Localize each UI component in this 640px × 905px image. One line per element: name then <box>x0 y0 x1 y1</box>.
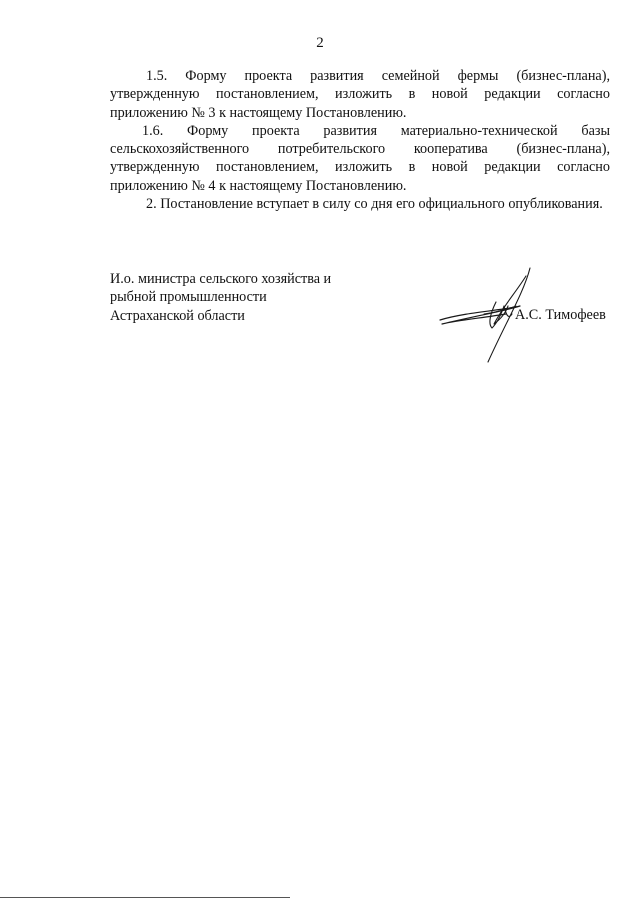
signatory-title-line: Астраханской области <box>110 307 245 324</box>
signatory-title <box>110 270 331 325</box>
signatory-title-line: И.о. министра сельского хозяйства и <box>110 271 332 287</box>
paragraph-1-6: 1.6. Форму проекта развития материально-технической базы сельскохозяйственного потребительского кооператива (бизнес-плана), утвержденную постановлением, изложить в новой редакции согласно приложению № 4 к настоящему Постановлению. <box>110 122 610 194</box>
paragraph-2: 2. Постановление вступает в силу со дня его официального опубликования. <box>146 196 603 213</box>
paragraph-1-5: 1.5. Форму проекта развития семейной фермы (бизнес-плана), утвержденную постановлением, изложить в новой редакции согласно приложению № 3 к настоящему Постановлению. <box>110 68 610 121</box>
page-number: 2 <box>316 35 324 51</box>
signatory-name: А.С. Тимофеев <box>515 307 606 323</box>
footer-rule <box>0 897 290 898</box>
signatory-title-line: рыбной промышленности <box>110 289 267 306</box>
document-body <box>110 67 610 213</box>
